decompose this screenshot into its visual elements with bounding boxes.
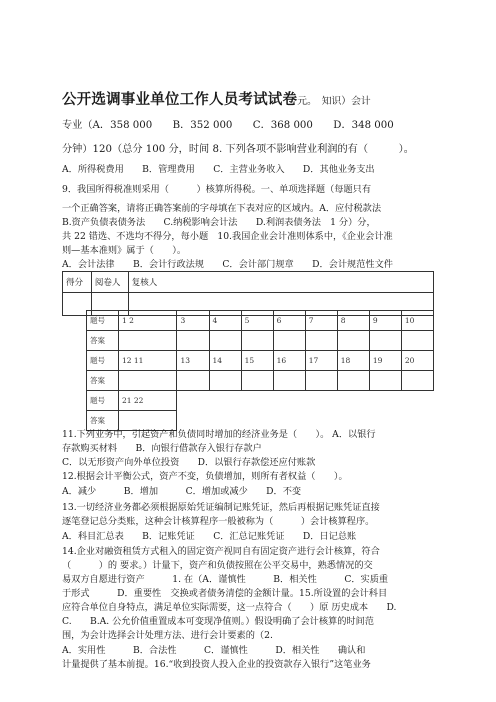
line-18: A．科目汇总表 B．记账凭证 C．汇总记账凭证 D．日记总账 <box>62 531 357 542</box>
answer-cell: 7 <box>305 311 337 331</box>
line-03: 分钟）120（总分 100 分，时间 8. 下列各项不影响营业利润的有（ ）。 <box>62 144 414 155</box>
answer-cell <box>401 371 433 391</box>
answer-cell: 20 <box>401 351 433 371</box>
answer-cell: 15 <box>241 351 273 371</box>
answer-cell: 答案 <box>87 331 119 351</box>
answer-cell: 12 11 <box>118 351 176 371</box>
line-27: 计量提供了基本前提。16.“收到投资人投入企业的投资款存入银行”这笔业务 <box>62 659 371 670</box>
answer-cell: 9 <box>369 311 401 331</box>
line-04: A．所得税费用 B．管理费用 C．主营业务收入 D．其他业务支出 <box>62 164 375 175</box>
answer-cell <box>401 331 433 351</box>
answer-cell: 3 <box>177 311 209 331</box>
line-24: C. B.A. 公允价值重置成本可变现净值则。）假设明确了会计核算的时间范 <box>62 616 374 627</box>
line-20: （ ）的 要求。）计量下，资产和负债按照在公平交易中，熟悉情况的交 <box>62 560 373 571</box>
answer-cell: 8 <box>337 311 369 331</box>
answer-cell: 14 <box>209 351 241 371</box>
answer-cell <box>177 331 209 351</box>
answer-cell <box>118 371 176 391</box>
answer-cell: 答案 <box>87 371 119 391</box>
line-08: 共 22 错选、不选均不得分，每小题 10.我国企业会计准则体系中，《企业会计准 <box>62 231 393 242</box>
grader-header: 阅卷人 <box>91 272 128 293</box>
line-12: 存款购买材料 B．向银行借款存入银行存款户 <box>62 443 262 454</box>
line-11: 11.下列业务中，引起资产和负债同时增加的经济业务是（ ）。 A．以银行 <box>62 429 376 440</box>
line-25: 围，为会计选择会计处理方法、进行会计要素的（2. <box>62 630 273 641</box>
answer-cell <box>177 391 434 411</box>
answer-cell: 1 2 <box>118 311 176 331</box>
answer-cell: 题号 <box>87 351 119 371</box>
answer-cell: 6 <box>273 311 305 331</box>
answer-cell: 5 <box>241 311 273 331</box>
line-23: 应符合单位自身特点，满足单位实际需要，这一点符合（ ）原 历史成本 D. <box>62 602 397 613</box>
table-row <box>87 331 434 351</box>
line-14: 12.根据会计平衡公式，资产不变，负债增加，则所有者权益（ ）。 <box>62 471 348 482</box>
answer-cell <box>118 411 176 431</box>
table-row <box>87 371 434 391</box>
title-line <box>62 91 371 108</box>
answer-cell <box>369 371 401 391</box>
answer-cell <box>177 411 434 431</box>
answer-cell <box>337 331 369 351</box>
answer-cell <box>241 331 273 351</box>
answer-cell: 19 <box>369 351 401 371</box>
answer-cell <box>241 371 273 391</box>
answer-cell <box>209 331 241 351</box>
line-16: 13.一切经济业务都必须根据原始凭证编制记账凭证，然后再根据记账凭证直接 <box>62 502 380 513</box>
exam-title: 公开选调事业单位工作人员考试试卷 <box>62 91 298 108</box>
answer-cell <box>209 371 241 391</box>
table-row <box>87 351 434 371</box>
line-17: 逐笔登记总分类账，这种会计核算程序一般被称为（ ）会计核算程序。 <box>62 516 375 527</box>
line-19: 14.企业对融资租赁方式租入的固定资产视同自有固定资产进行会计核算，符合 <box>62 546 380 557</box>
answer-cell <box>305 371 337 391</box>
answer-cell <box>118 331 176 351</box>
table-row <box>87 311 434 331</box>
answer-cell: 题号 <box>87 311 119 331</box>
answer-grid <box>86 310 434 431</box>
answer-cell: 21 22 <box>118 391 176 411</box>
answer-cell: 13 <box>177 351 209 371</box>
line-21: 易双方自愿进行资产 1. 在（A．谨慎性 B．相关性 C．实质重 <box>62 574 389 585</box>
answer-cell: 16 <box>273 351 305 371</box>
table-row <box>87 411 434 431</box>
line-15: A．减少 B．增加 C．增加或减少 D．不变 <box>62 486 302 497</box>
line-06: 一个正确答案，请将正确答案前的字母填在下表对应的区域内。A．应付税款法 <box>62 203 382 214</box>
answer-cell <box>273 371 305 391</box>
answer-cell: 18 <box>337 351 369 371</box>
answer-cell: 4 <box>209 311 241 331</box>
line-22: 于形式 D．重要性 交换或者债务清偿的金额计量。15.所设置的会计科目 <box>62 588 388 599</box>
answer-cell: 题号 <box>87 391 119 411</box>
reviewer-header: 复核人 <box>128 272 433 293</box>
line-10: A．会计法律 B．会计行政法规 C．会计部门规章 D．会计规范性文件 <box>62 259 393 270</box>
answer-cell <box>337 371 369 391</box>
line-09: 则—基本准则》属于（ ）。 <box>62 245 187 256</box>
answer-cell <box>177 371 209 391</box>
line-02: 专业（A．358 000 B．352 000 C．368 000 D．348 000 <box>62 120 394 131</box>
line-26: A．实用性 B．合法性 C．谨慎性 D．相关性 确认和 <box>62 645 366 656</box>
line-07: B.资产负债表债务法 C.纳税影响会计法 D.利润表债务法 1 分）分， <box>62 217 376 228</box>
table-row <box>87 391 434 411</box>
answer-cell: 17 <box>305 351 337 371</box>
title-tail: 元。 知识）会计 <box>297 96 371 107</box>
answer-cell: 答案 <box>87 411 119 431</box>
answer-cell: 10 <box>401 311 433 331</box>
line-05: 9．我国所得税准则采用（ ）核算所得税。一、单项选择题（每题只有 <box>62 184 372 195</box>
line-13: C．以无形资产向外单位投资 D．以银行存款偿还应付账款 <box>62 457 316 468</box>
answer-cell <box>305 331 337 351</box>
score-header: 得分 <box>63 272 92 293</box>
answer-cell <box>369 331 401 351</box>
answer-cell <box>273 331 305 351</box>
